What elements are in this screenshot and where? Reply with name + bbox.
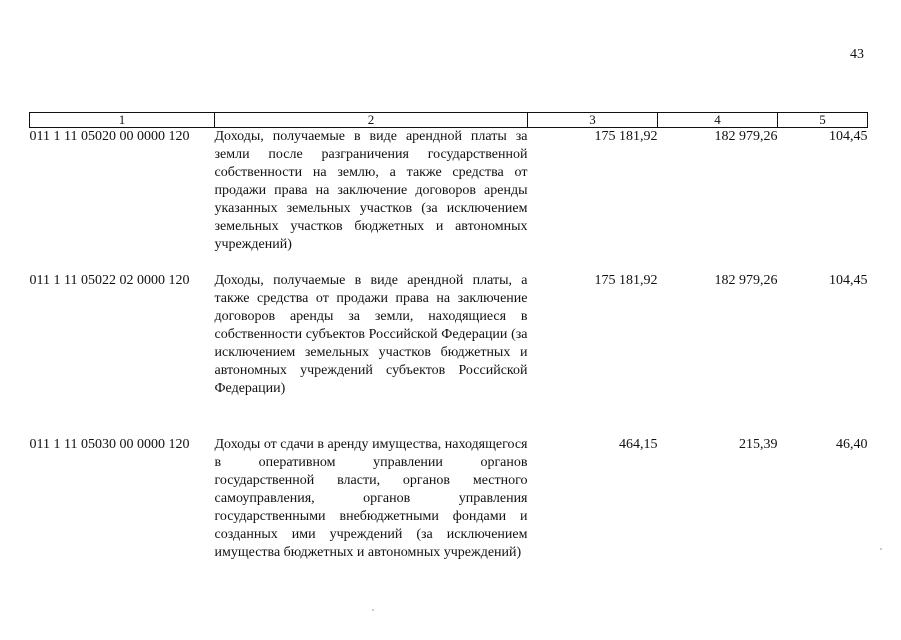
header-col-4: 4 — [658, 113, 778, 128]
row-col5-value: 46,40 — [836, 437, 868, 452]
row-col3-value: 175 181,92 — [594, 273, 658, 288]
table-row — [30, 272, 868, 436]
header-row — [30, 113, 868, 128]
row-col3-value: 175 181,92 — [594, 129, 658, 144]
row-col4-value: 182 979,26 — [714, 273, 778, 288]
row-description: Доходы, получаемые в виде арендной платы, а также средства от продажи права на заключение договоров аренды за земли, находящиеся в собственности субъектов Российской Федерации (за исключением земельных участков бюджетных и автономных учреждений субъектов Российской Федерации) — [214, 273, 528, 396]
row-col4-value: 182 979,26 — [714, 129, 778, 144]
row-col3-value: 464,15 — [619, 437, 658, 452]
scan-speck — [372, 609, 374, 611]
table-row — [30, 436, 868, 562]
row-col5-value: 104,45 — [829, 273, 868, 288]
row-code: 011 1 11 05020 00 0000 120 — [29, 129, 190, 144]
header-col-1: 1 — [30, 113, 215, 128]
header-col-5: 5 — [778, 113, 868, 128]
row-col4-value: 215,39 — [739, 437, 778, 452]
page-number: 43 — [850, 47, 864, 62]
header-col-3: 3 — [528, 113, 658, 128]
header-col-2: 2 — [215, 113, 528, 128]
row-description: Доходы от сдачи в аренду имущества, находящегося в оперативном управлении органов государственной власти, органов местного самоуправления, органов управления государственными внебюджетными фондами и созданных ими учреждений (за исключением имущества бюджетных и автономных учреждений) — [214, 437, 528, 560]
table-header — [30, 113, 868, 128]
budget-table — [29, 112, 868, 562]
row-col5-value: 104,45 — [829, 129, 868, 144]
table-row — [30, 128, 868, 273]
row-description: Доходы, получаемые в виде арендной платы за земли после разграничения государственной собственности на землю, а также средства от продажи права на заключение договоров аренды указанных земельных участков (за исключением земельных участков бюджетных и автономных учреждений) — [214, 129, 528, 252]
row-code: 011 1 11 05030 00 0000 120 — [29, 437, 190, 452]
row-code: 011 1 11 05022 02 0000 120 — [29, 273, 190, 288]
scan-speck — [880, 548, 882, 550]
